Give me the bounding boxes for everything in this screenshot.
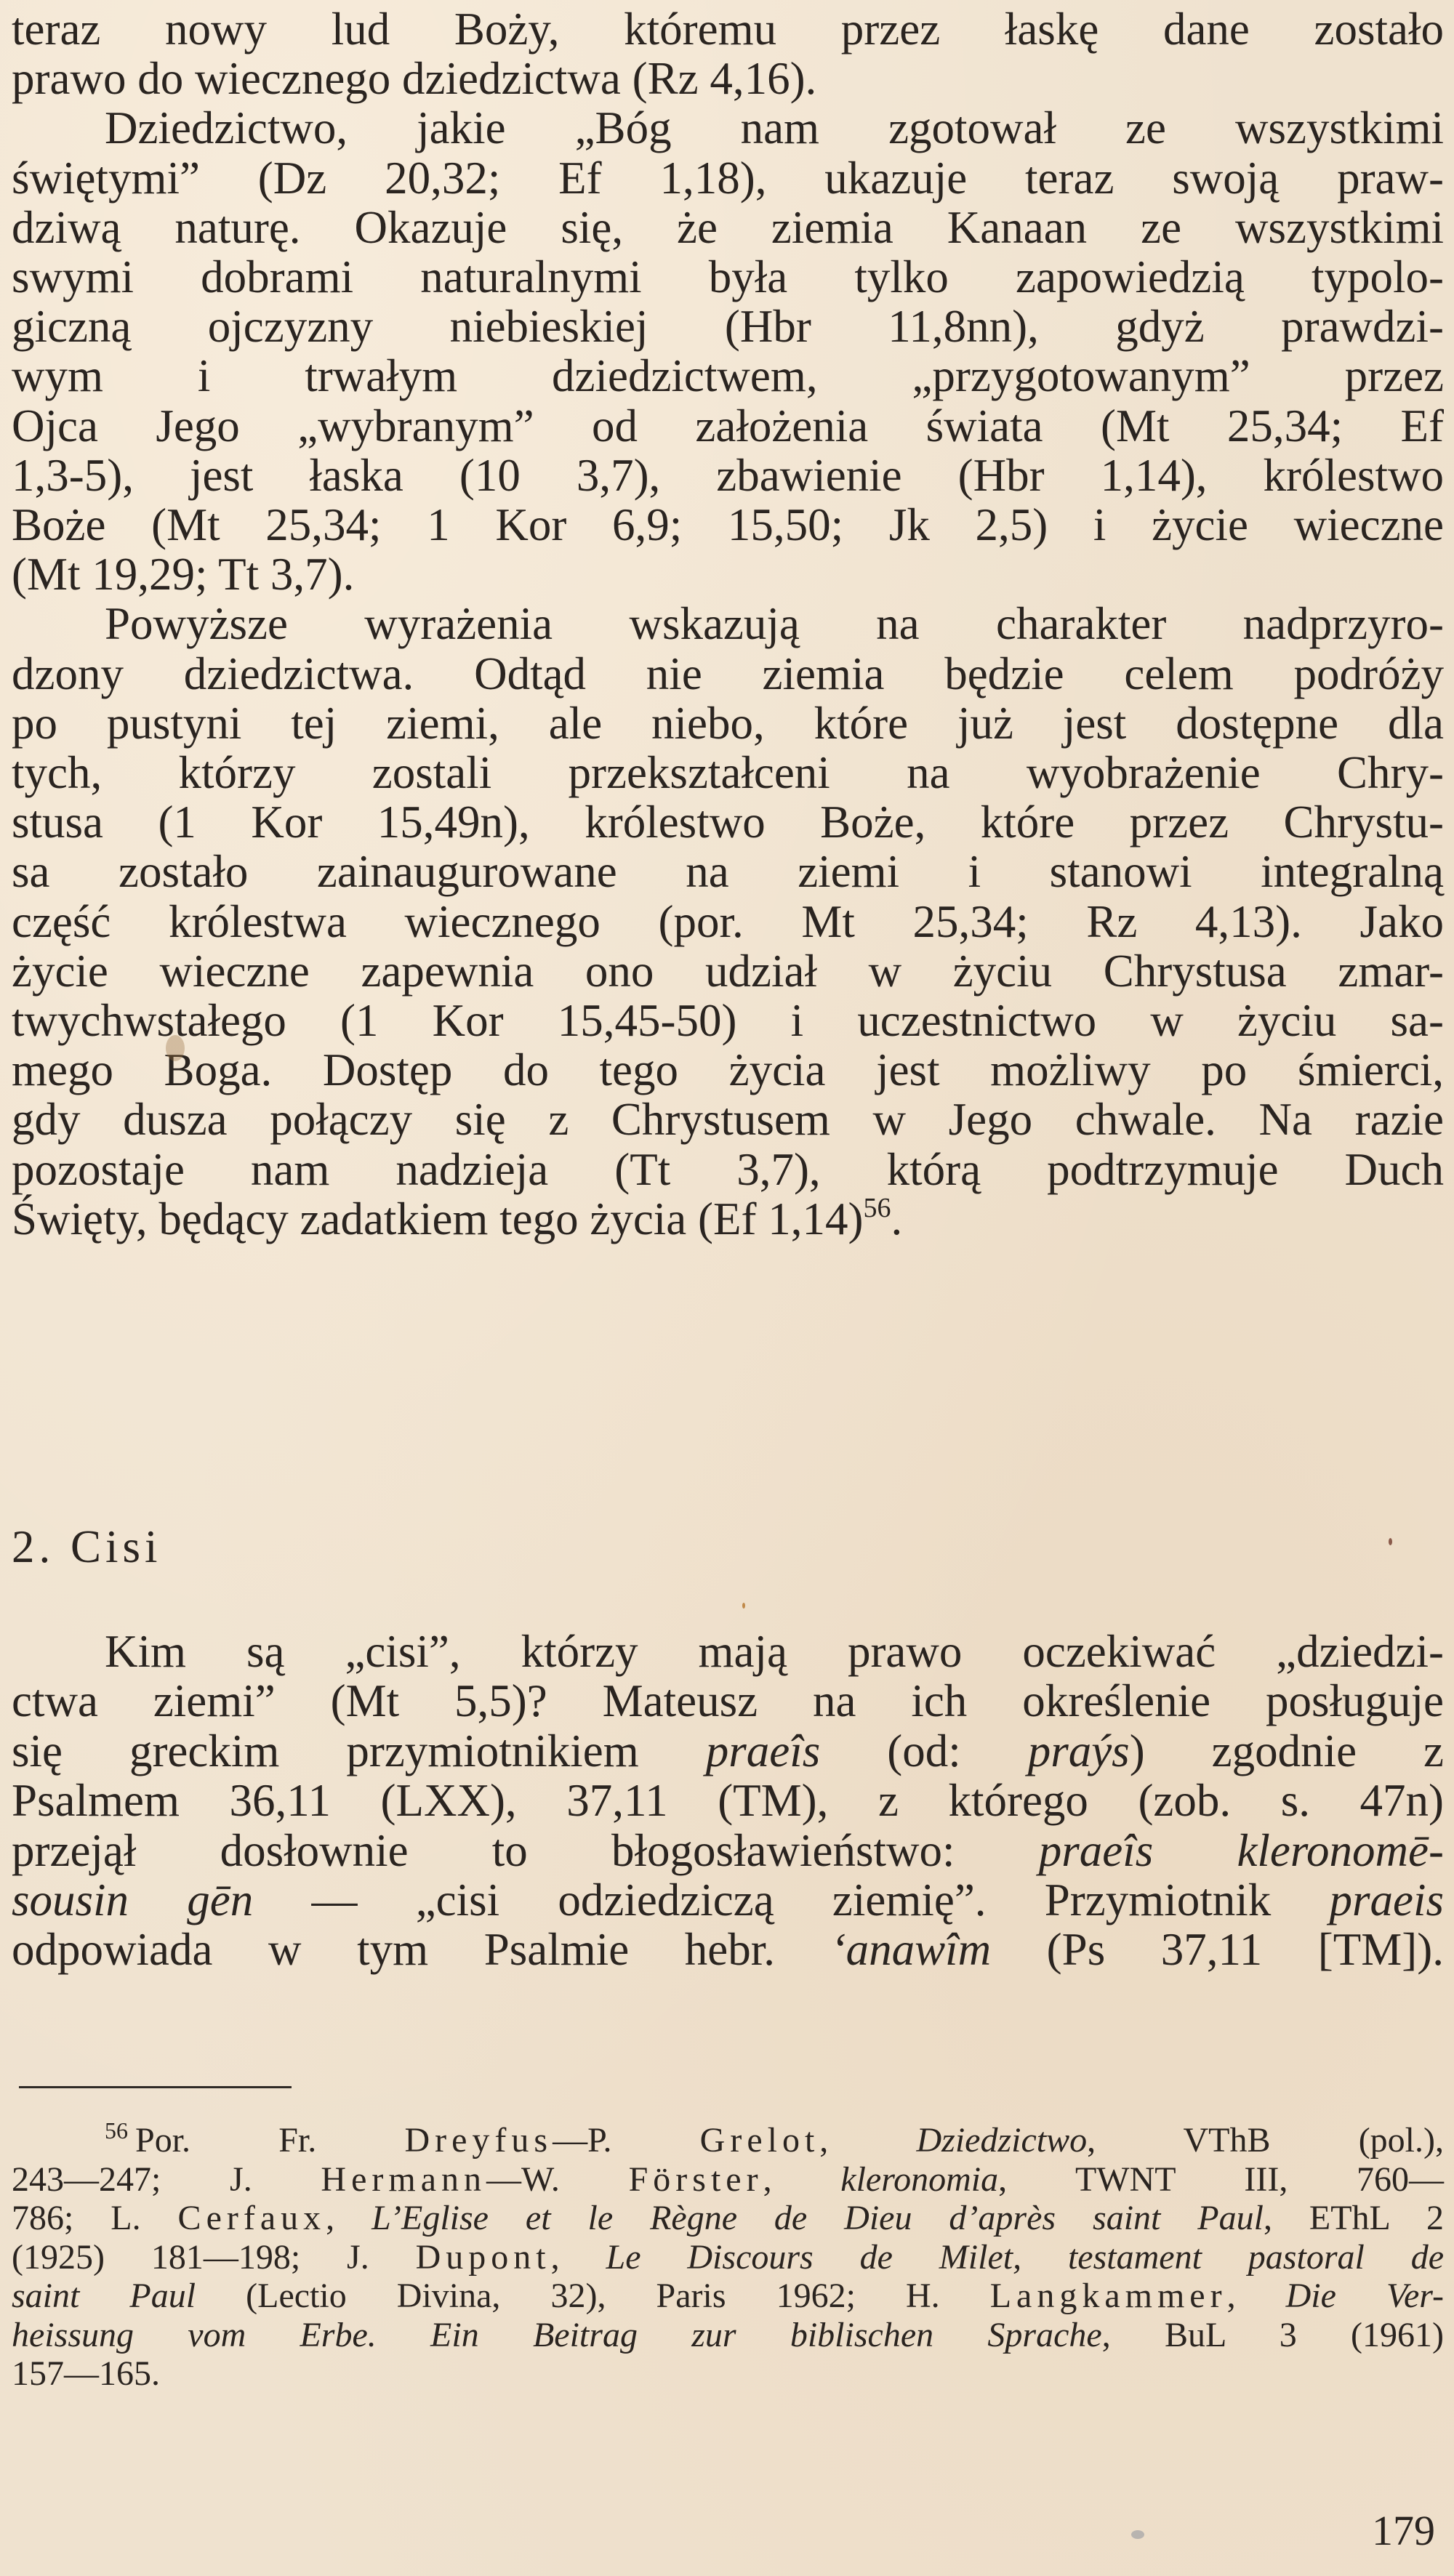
work-title: heissung vom Erbe. Ein Beitrag zur biblischen Sprache	[12, 2315, 1102, 2354]
text-line: stusa (1 Kor 15,49n), królestwo Boże, które przez Chrystu-	[12, 797, 1444, 848]
text-line: gdy dusza połączy się z Chrystusem w Jego chwale. Na razie	[12, 1094, 1444, 1146]
text-line: prawo do wiecznego dziedzictwa (Rz 4,16).	[12, 53, 817, 105]
text-fragment: , EThL 2	[1263, 2199, 1445, 2237]
author-name: Förster	[628, 2160, 763, 2199]
text-line: po pustyni tej ziemi, ale niebo, które już jest dostępne dla	[12, 697, 1444, 749]
text-line	[12, 1726, 1444, 1776]
text-line	[12, 1875, 1444, 1925]
text-fragment: przejął dosłownie to błogosławieństwo:	[12, 1824, 1039, 1876]
text-line: dzony dziedzictwa. Odtąd nie ziemia będzie celem podróży	[12, 648, 1444, 699]
main-text	[12, 0, 1444, 1244]
text-fragment: 786; L.	[12, 2199, 178, 2237]
text-line: 1,3-5), jest łaska (10 3,7), zbawienie (Hbr 1,14), królestwo	[12, 449, 1444, 501]
paragraph-3	[12, 599, 1444, 1244]
text-line: Boże (Mt 25,34; 1 Kor 6,9; 15,50; Jk 2,5) i życie wieczne	[12, 499, 1444, 551]
text-line: twychwstałego (1 Kor 15,45-50) i uczestnictwo w życiu sa-	[12, 995, 1444, 1047]
footnote-line	[12, 2199, 1444, 2238]
section-heading: 2. Cisi	[12, 1521, 162, 1572]
text-line: świętymi” (Dz 20,32; Ef 1,18), ukazuje teraz swoją praw-	[12, 152, 1444, 204]
work-title: kleronomia	[840, 2160, 999, 2199]
text-line: Kim są „cisi”, którzy mają prawo oczekiwać „dziedzi-	[105, 1626, 1444, 1677]
paragraph-1	[12, 4, 1444, 103]
text-line: sa zostało zainaugurowane na ziemi i stanowi integralną	[12, 846, 1444, 898]
hebrew-term: ‘anawîm	[830, 1924, 992, 1976]
paper-blemish	[742, 1603, 745, 1609]
author-name: Dupont	[415, 2237, 551, 2277]
work-title: L’Eglise et le Règne de Dieu d’après saint Paul	[371, 2199, 1264, 2237]
text-fragment: .	[891, 1193, 903, 1244]
text-fragment: (1925) 181—198; J.	[12, 2237, 416, 2277]
text-fragment: ,	[1226, 2277, 1286, 2315]
text-line: mego Boga. Dostęp do tego życia jest możliwy po śmierci,	[12, 1045, 1444, 1096]
text-line: tych, którzy zostali przekształceni na wyobrażenie Chry-	[12, 747, 1444, 799]
text-fragment: ,	[819, 2121, 917, 2160]
text-line: (Mt 19,29; Tt 3,7).	[12, 549, 355, 600]
author-name: Cerfaux	[177, 2199, 326, 2237]
text-line	[12, 1194, 1444, 1244]
greek-term: praeîs kleronomē-	[1038, 1824, 1444, 1876]
text-line	[12, 1925, 1444, 1974]
greek-term: praeîs	[705, 1725, 821, 1776]
text-fragment: Por. Fr.	[135, 2121, 405, 2160]
text-line: życie wieczne zapewnia ono udział w życiu Chrystusa zmar-	[12, 945, 1444, 997]
paragraph-2	[12, 103, 1444, 599]
footnote-separator	[19, 2086, 292, 2088]
text-line: dziwą naturę. Okazuje się, że ziemia Kanaan ze wszystkimi	[12, 201, 1444, 253]
text-fragment: (od:	[820, 1725, 1028, 1776]
text-fragment: ,	[763, 2160, 841, 2199]
text-fragment: ,	[550, 2237, 606, 2277]
text-fragment: , TWNT III, 760—	[998, 2160, 1445, 2199]
text-fragment: (Lectio Divina, 32), Paris 1962; H.	[196, 2277, 990, 2315]
section-paragraph	[12, 1627, 1444, 1975]
text-fragment: , VThB (pol.),	[1087, 2121, 1444, 2160]
footnote-reference-56[interactable]: 56	[863, 1192, 891, 1223]
text-fragment: , BuL 3 (1961)	[1101, 2315, 1444, 2354]
author-name: Langkammer	[989, 2277, 1227, 2315]
work-title: Dziedzictwo	[916, 2121, 1088, 2160]
footnote-line	[12, 2160, 1444, 2199]
text-fragment: odpowiada w tym Psalmie hebr.	[12, 1924, 831, 1976]
paper-blemish	[1389, 1538, 1392, 1545]
book-page	[12, 0, 1445, 2393]
footnote-number: 56	[105, 2117, 128, 2144]
footnote-line	[12, 2316, 1444, 2355]
footnote-line	[12, 2277, 1444, 2316]
greek-term: praeis	[1329, 1875, 1445, 1926]
footnote-56	[12, 2117, 1445, 2394]
author-name: Grelot	[699, 2121, 820, 2160]
paper-blemish	[166, 1035, 185, 1061]
text-line: Ojca Jego „wybranym” od założenia świata (Mt 25,34; Ef	[12, 400, 1444, 451]
text-line: część królestwa wiecznego (por. Mt 25,34; Rz 4,13). Jako	[12, 895, 1444, 947]
text-line: ctwa ziemi” (Mt 5,5)? Mateusz na ich określenie posługuje	[12, 1675, 1444, 1727]
text-line: Psalmem 36,11 (LXX), 37,11 (TM), z którego (zob. s. 47n)	[12, 1775, 1444, 1827]
text-line: wym i trwałym dziedzictwem, „przygotowanym” przez	[12, 350, 1444, 402]
work-title: Die Ver-	[1285, 2277, 1445, 2315]
greek-term: praýs	[1027, 1725, 1130, 1776]
text-fragment: się greckim przymiotnikiem	[12, 1725, 706, 1776]
text-fragment: Święty, będący zadatkiem tego życia (Ef 1,14)	[12, 1193, 864, 1244]
author-name: Dreyfus	[404, 2121, 553, 2160]
text-line: Dziedzictwo, jakie „Bóg nam zgotował ze wszystkimi	[105, 102, 1444, 154]
text-fragment: —W.	[486, 2160, 629, 2199]
text-line: giczną ojczyzny niebieskiej (Hbr 11,8nn), gdyż prawdzi-	[12, 301, 1444, 353]
text-line: swymi dobrami naturalnymi była tylko zapowiedzią typolo-	[12, 251, 1444, 303]
page-number: 179	[1372, 2507, 1435, 2554]
text-fragment: 243—247; J.	[12, 2160, 321, 2199]
text-fragment: (Ps 37,11 [TM]).	[991, 1924, 1444, 1976]
work-title: saint Paul	[12, 2277, 196, 2315]
text-line	[12, 1826, 1444, 1875]
text-fragment: ) zgodnie z	[1129, 1725, 1445, 1776]
footnote-line	[12, 2238, 1444, 2277]
footnote-line	[12, 2117, 1444, 2160]
text-fragment: ,	[326, 2199, 372, 2237]
text-line: pozostaje nam nadzieja (Tt 3,7), którą podtrzymuje Duch	[12, 1143, 1444, 1195]
text-fragment: — „cisi odziedziczą ziemię”. Przymiotnik	[253, 1875, 1330, 1926]
text-line: teraz nowy lud Boży, któremu przez łaskę dane zostało	[12, 4, 1444, 55]
text-fragment: —P.	[553, 2121, 700, 2160]
text-line: Powyższe wyrażenia wskazują na charakter nadprzyro-	[105, 598, 1444, 650]
author-name: Hermann	[321, 2160, 486, 2199]
footnote-line: 157—165.	[12, 2354, 160, 2393]
paper-blemish	[1131, 2530, 1144, 2539]
work-title: Le Discours de Milet, testament pastoral de	[606, 2237, 1445, 2277]
greek-term: sousin gēn	[12, 1875, 254, 1926]
